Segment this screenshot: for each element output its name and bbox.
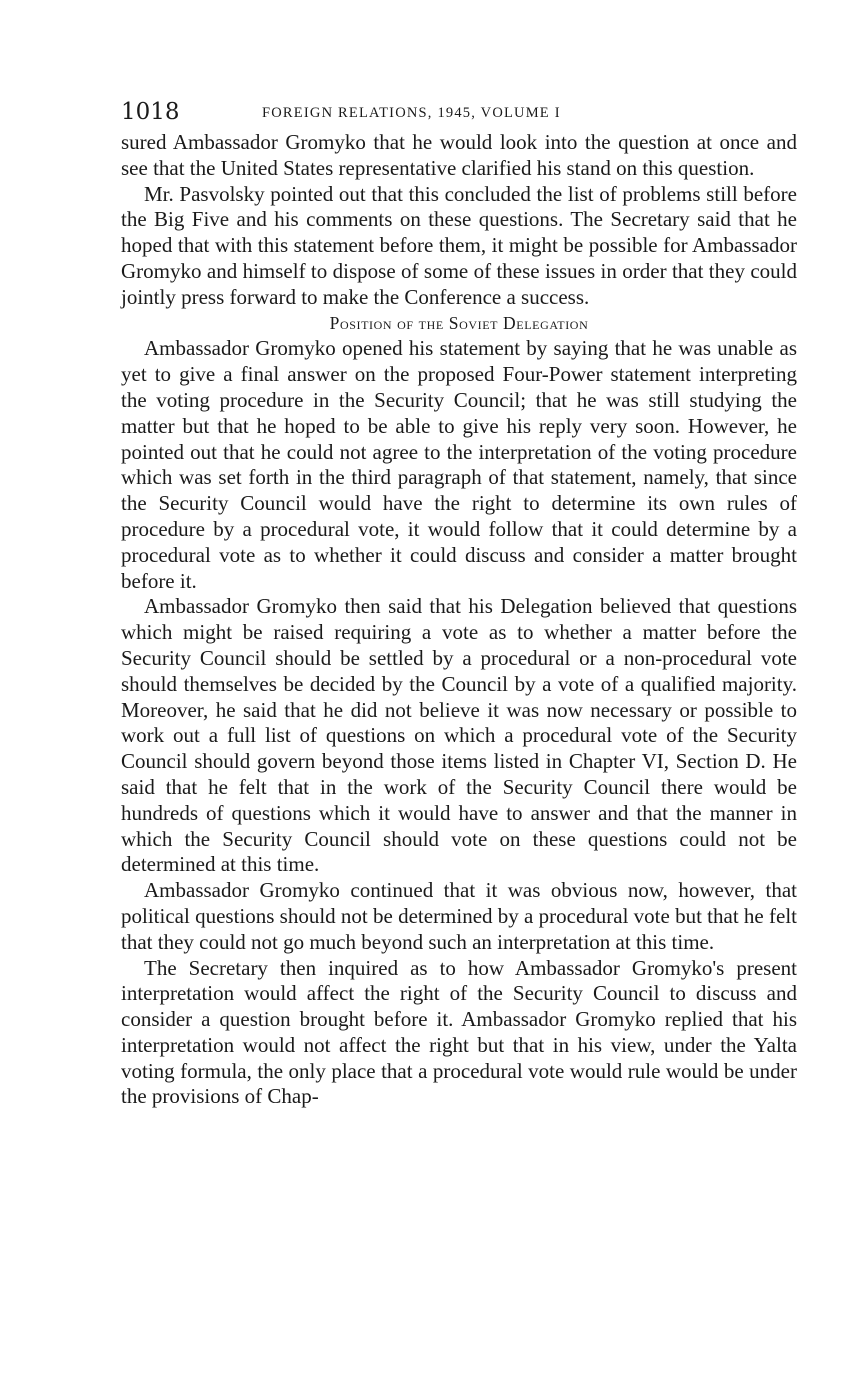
paragraph-continuation: sured Ambassador Gromyko that he would look into the question at once and see that the United States representative clarified his stand on this question. [121,130,797,180]
page-number: 1018 [121,99,180,125]
paragraph-gromyko-continued: Ambassador Gromyko continued that it was obvious now, however, that political questions should not be determined by a procedural vote but that he felt that they could not go much beyond such an interpretation at this time. [121,878,797,954]
paragraph-gromyko-delegation: Ambassador Gromyko then said that his Delegation believed that questions which might be raised requiring a vote as to whether a matter before the Security Council should be settled by a procedural or a non-procedural vote should themselves be decided by the Council by a vote of a qualified majority. Moreover, he said that he did not believe it was now necessary or possible to work out a full list of questions on which a procedural vote of the Security Council should govern beyond those items listed in Chapter VI, Section D. He said that he felt that in the work of the Security Council there would be hundreds of questions which it would have to answer and that the manner in which the Security Council should vote on these questions could not be determined at this time. [121,594,797,877]
section-heading: Position of the Soviet Delegation [329,312,589,333]
paragraph-secretary-inquiry: The Secretary then inquired as to how Ambassador Gromyko's present interpretation would affect the right of the Security Council to discuss and consider a question brought before it. Ambassador Gromyko replied that his interpretation would not affect the right but that in his view, under the Yalta voting formula, the only place that a procedural vote would rule would be under the provisions of Chap- [121,955,797,1109]
running-header [121,98,797,130]
document-page [121,98,797,1110]
paragraph-pasvolsky: Mr. Pasvolsky pointed out that this concluded the list of problems still before the Big Five and his comments on these questions. The Secretary said that he hoped that with this statement before them, it might be possible for Ambassador Gromyko and himself to dispose of some of these issues in order that they could jointly press forward to make the Conference a success. [121,181,797,309]
running-title: FOREIGN RELATIONS, 1945, VOLUME I [262,105,561,121]
paragraph-gromyko-opening: Ambassador Gromyko opened his statement by saying that he was unable as yet to give a final answer on the proposed Four-Power statement interpreting the voting procedure in the Security Council; that he was still studying the matter but that he hoped to be able to give his reply very soon. However, he pointed out that he could not agree to the interpretation of the voting procedure which was set forth in the third paragraph of that statement, namely, that since the Security Council would have the right to determine its own rules of procedure by a procedural vote, it would follow that it could determine by a procedural vote as to whether it could discuss and consider a matter brought before it. [121,336,797,593]
